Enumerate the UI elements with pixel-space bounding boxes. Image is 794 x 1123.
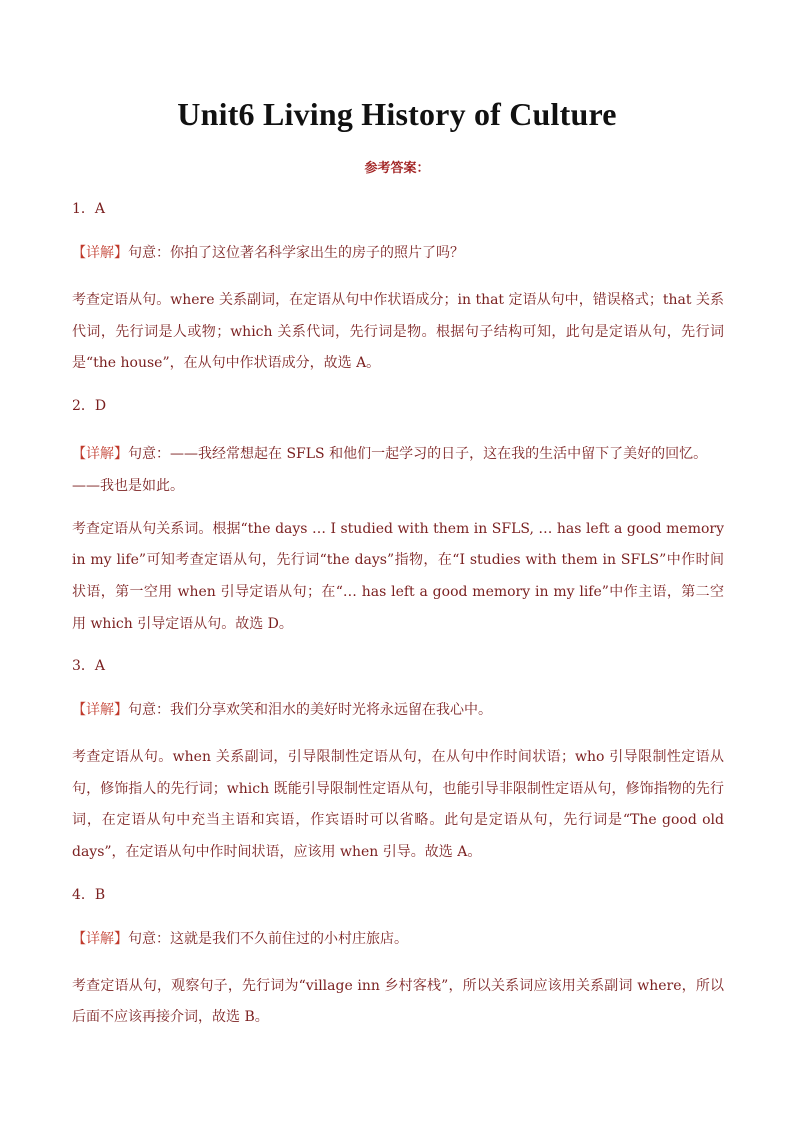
explanation: 考查定语从句。where 关系副词，在定语从句中作状语成分；in that 定语从句中，错误格式；that 关系代词，先行词是人或物；which 关系代词，先行词是物。根据句子结构可知，此句是定语从句，先行词是“the house”，在从句中作状语成分，故选 A。 <box>72 292 724 372</box>
question-number: 2．D <box>72 397 107 414</box>
explanation: 考查定语从句。when 关系副词，引导限制性定语从句，在从句中作时间状语；who 引导限制性定语从句，修饰指人的先行词；which 既能引导限制性定语从句，也能引导非限制性定语从句，修饰指物的先行词，在定语从句中充当主语和宾语，作宾语时可以省略。此句是定语从句，先行词是“The good old days”，在定语从句中作时间状语，应该用 when 引导。故选 A。 <box>72 749 724 860</box>
page-title: Unit6 Living History of Culture <box>177 96 617 132</box>
detail-text: 句意：——我经常想起在 SFLS 和他们一起学习的日子，这在我的生活中留下了美好的回忆。——我也是如此。 <box>72 445 708 494</box>
detail-line <box>72 438 724 494</box>
answer-key-heading: 参考答案： <box>364 161 430 176</box>
question-number: 4．B <box>72 886 106 903</box>
detail-tag: 【详解】 <box>72 702 128 719</box>
detail-line <box>72 698 724 722</box>
detail-text: 句意：我们分享欢笑和泪水的美好时光将永远留在我心中。 <box>128 702 492 719</box>
question-number: 3．A <box>72 658 106 675</box>
detail-text: 句意：这就是我们不久前住过的小村庄旅店。 <box>128 930 408 947</box>
detail-tag: 【详解】 <box>72 245 128 261</box>
detail-line <box>72 927 724 951</box>
explanation: 考查定语从句关系词。根据“the days … I studied with them in SFLS, … has left a good memory in my life”可知考查定语从句，先行词“the days”指物，在“I studies with them in SFLS”中作时间状语，第一空用 when 引导定语从句；在“… has left a good memory in my life”中作主语，第二空用 which 引导定语从句。故选 D。 <box>72 520 724 632</box>
detail-tag: 【详解】 <box>72 445 128 462</box>
detail-tag: 【详解】 <box>72 930 128 947</box>
detail-text: 句意：你拍了这位著名科学家出生的房子的照片了吗？ <box>128 245 464 261</box>
detail-line <box>72 241 724 265</box>
question-number: 1．A <box>72 201 106 217</box>
answer-list <box>72 197 724 1048</box>
explanation: 考查定语从句，观察句子，先行词为“village inn 乡村客栈”，所以关系词应该用关系副词 where，所以后面不应该再接介词，故选 B。 <box>72 977 724 1026</box>
